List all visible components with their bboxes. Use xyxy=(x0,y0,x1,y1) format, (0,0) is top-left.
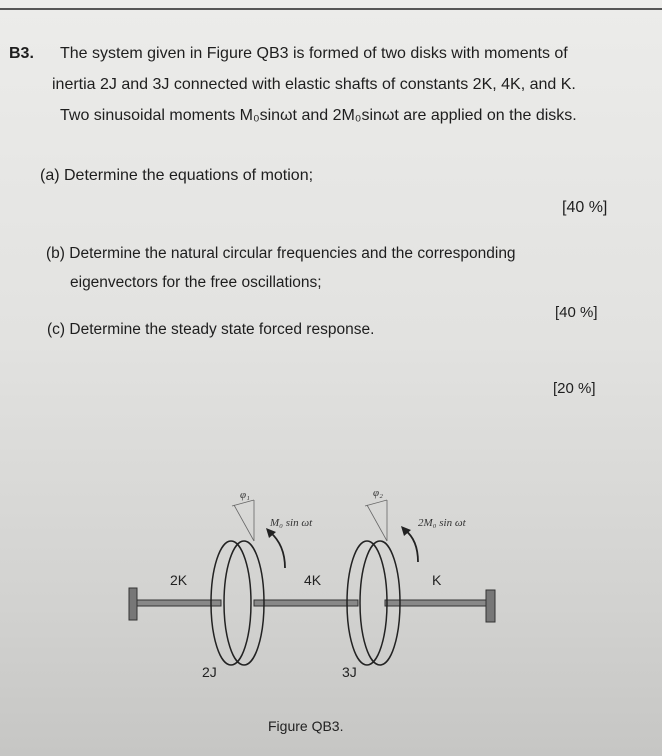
part-b: (b) Determine the natural circular frequencies and the corresponding xyxy=(46,245,516,262)
question-number: B3. xyxy=(9,45,34,62)
label-moment-2: 2M₀ sin ωt xyxy=(418,517,466,529)
shaft-2k xyxy=(137,600,221,606)
angle-marker-1 xyxy=(232,500,254,541)
shaft-4k xyxy=(254,600,358,606)
intro-line-1: The system given in Figure QB3 is formed of two disks with moments of xyxy=(60,45,568,62)
figure-caption: Figure QB3. xyxy=(268,718,344,734)
label-moment-1: M₀ sin ωt xyxy=(270,517,313,529)
intro-line-3: Two sinusoidal moments M₀sinωt and 2M₀sinωt are applied on the disks. xyxy=(60,107,577,124)
part-b-line-2: eigenvectors for the free oscillations; xyxy=(70,274,322,291)
label-2k: 2K xyxy=(170,572,188,588)
part-c: (c) Determine the steady state forced response. xyxy=(47,321,375,338)
label-3j: 3J xyxy=(342,664,357,680)
label-k: K xyxy=(432,572,442,588)
part-a-weight: [40 %] xyxy=(562,199,608,216)
left-wall xyxy=(129,588,137,620)
label-phi2: φ₂ xyxy=(373,487,383,499)
moment-arrow-1 xyxy=(270,532,285,568)
moment-arrow-2 xyxy=(405,530,418,562)
right-wall xyxy=(486,590,495,622)
angle-marker-2 xyxy=(365,500,387,541)
part-c-weight: [20 %] xyxy=(553,380,596,397)
intro-line-2: inertia 2J and 3J connected with elastic shafts of constants 2K, 4K, and K. xyxy=(52,76,576,93)
label-4k: 4K xyxy=(304,572,322,588)
part-a: (a) Determine the equations of motion; xyxy=(40,167,314,184)
label-phi1: φ₁ xyxy=(240,489,250,501)
part-b-weight: [40 %] xyxy=(555,304,598,321)
label-2j: 2J xyxy=(202,664,217,680)
